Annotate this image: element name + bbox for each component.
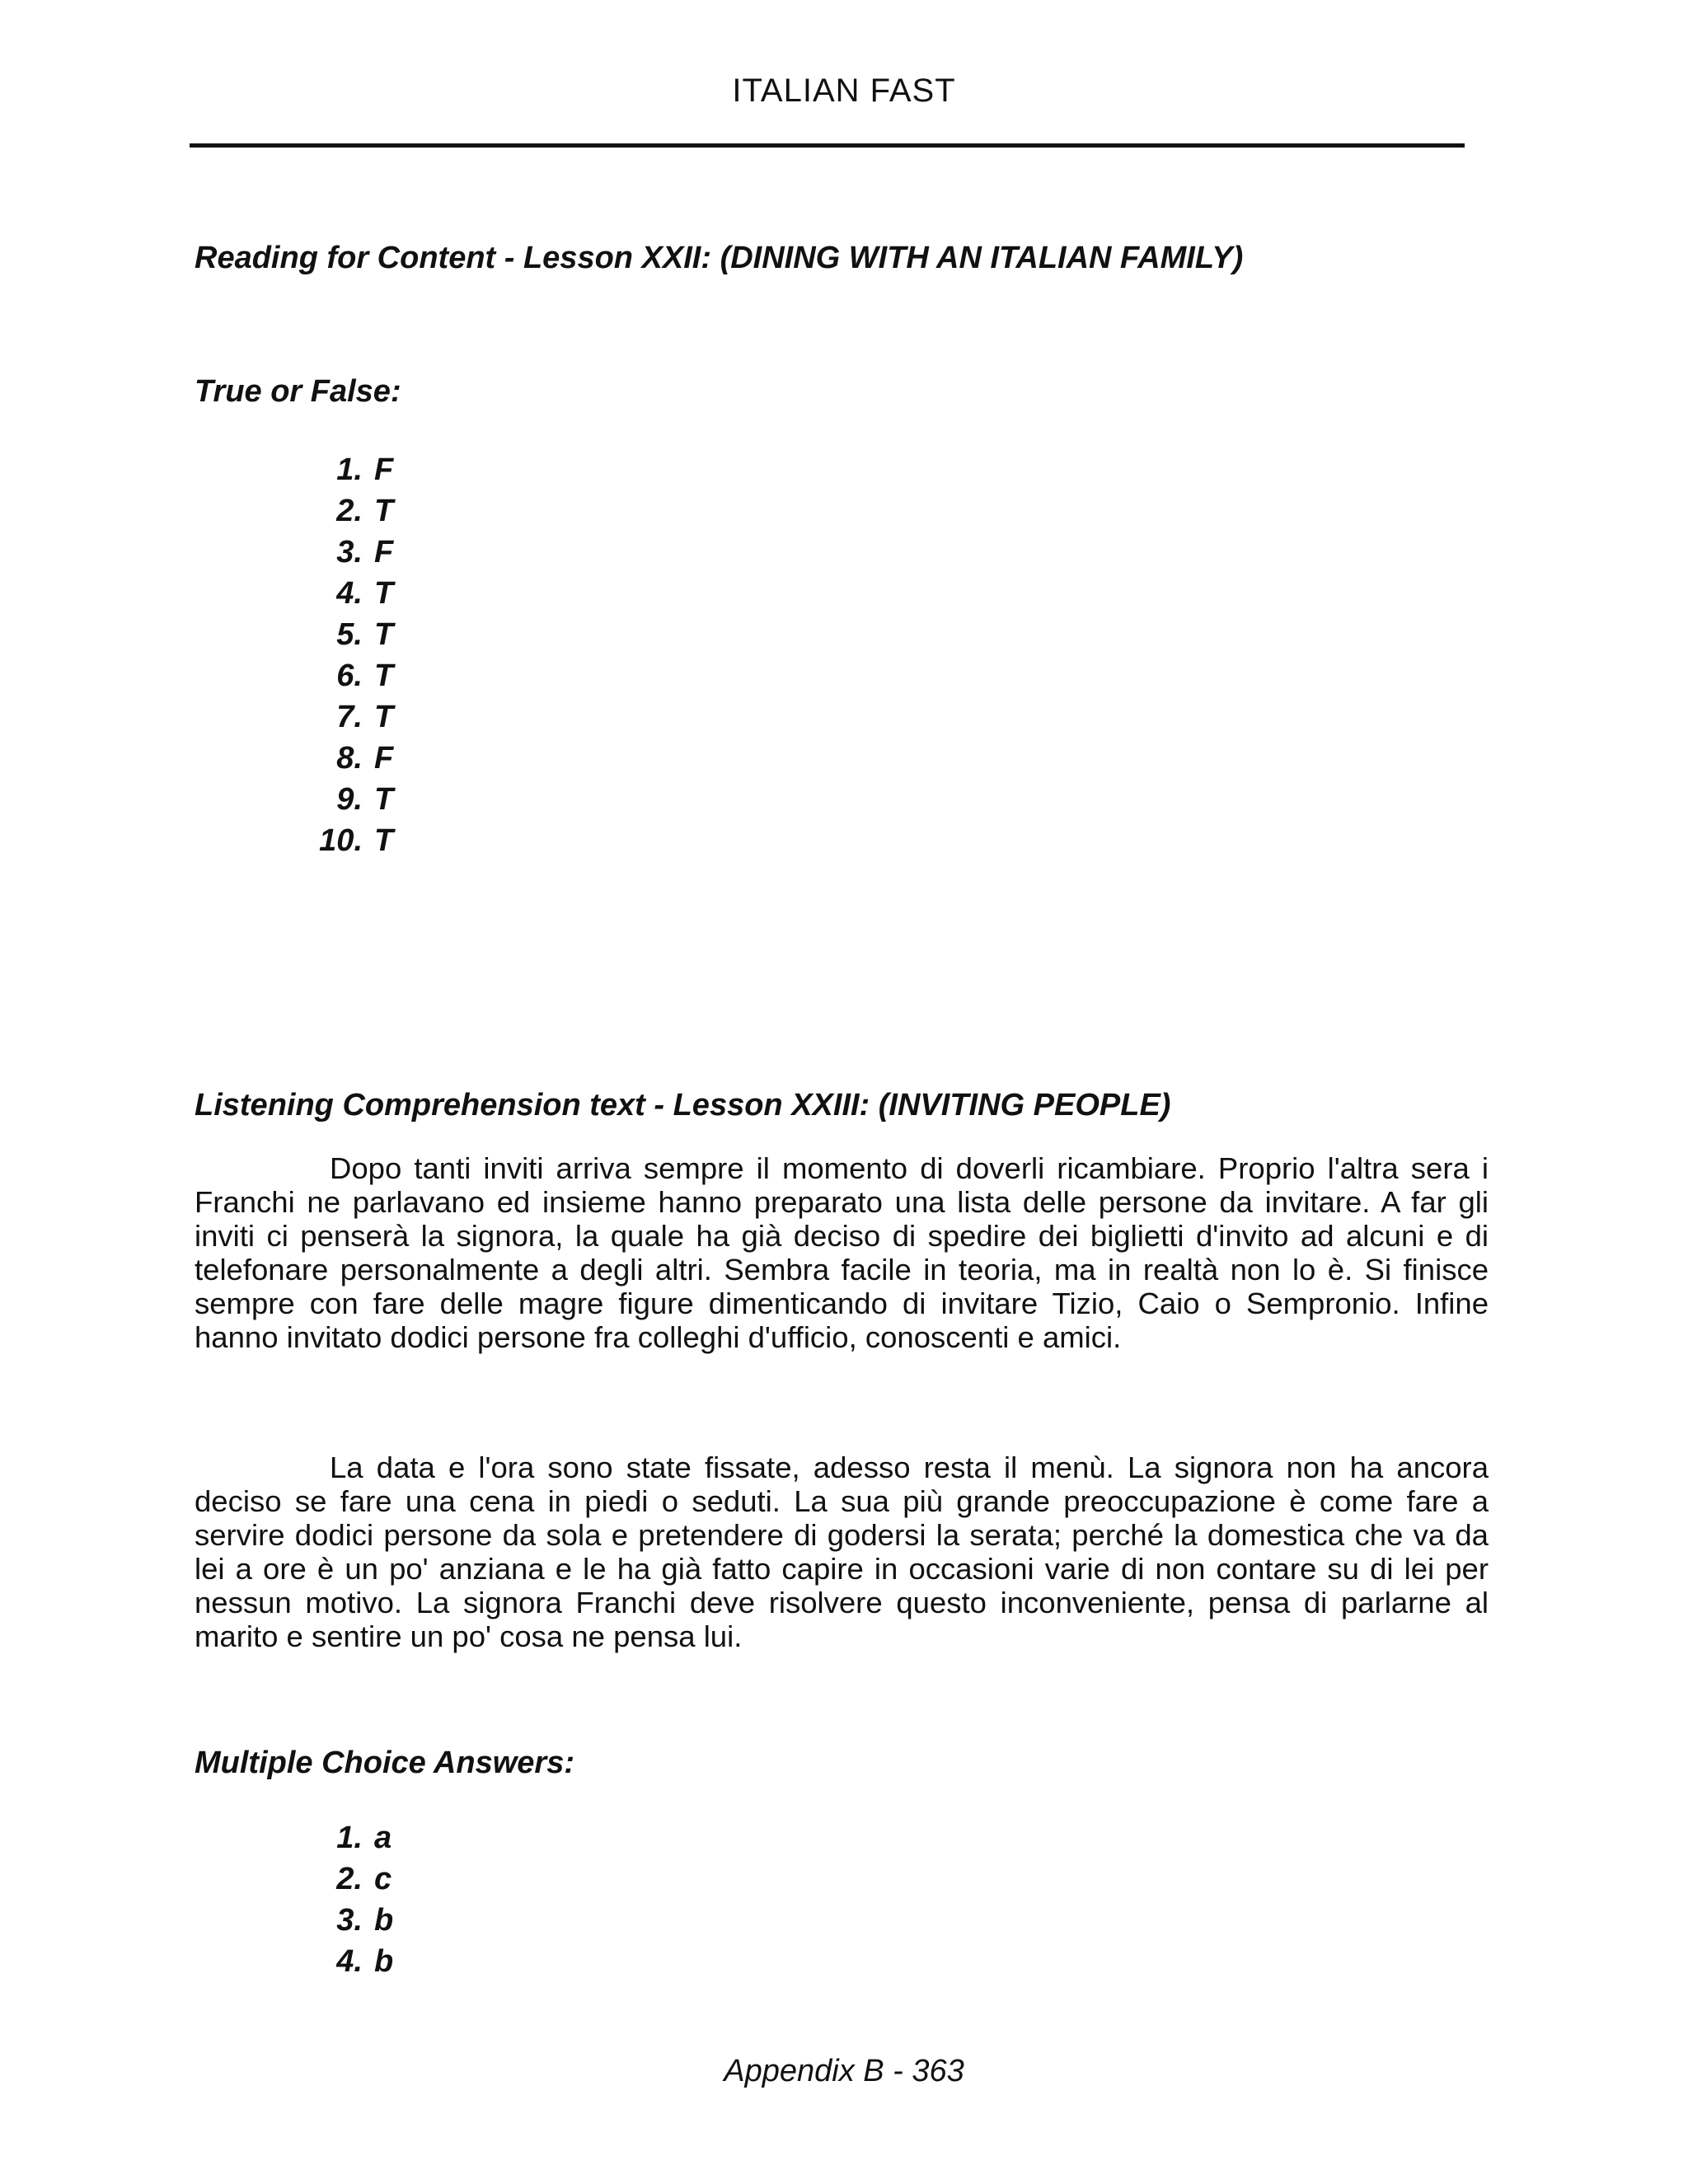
item-number: 7.	[336, 700, 363, 734]
item-number: 3.	[336, 535, 363, 569]
list-item	[297, 1817, 393, 1858]
item-number: 2.	[336, 494, 363, 528]
list-item	[297, 696, 393, 738]
true-false-title: True or False:	[195, 374, 401, 409]
answer-value: c	[374, 1862, 392, 1896]
answer-value: T	[374, 576, 394, 611]
list-item	[297, 573, 393, 614]
header-rule	[190, 143, 1465, 148]
item-number: 4.	[336, 1944, 363, 1979]
item-number: 10.	[319, 823, 363, 858]
list-item	[297, 532, 393, 573]
answer-value: b	[374, 1944, 394, 1979]
list-item	[297, 449, 393, 490]
multiple-choice-answer-list	[297, 1817, 393, 1982]
item-number: 2.	[336, 1862, 363, 1896]
item-number: 6.	[336, 658, 363, 693]
running-title: ITALIAN FAST	[732, 73, 956, 109]
answer-value: T	[374, 658, 394, 693]
item-number: 5.	[336, 617, 363, 652]
list-item	[297, 655, 393, 696]
list-item	[297, 779, 393, 820]
answer-value: T	[374, 617, 394, 652]
answer-value: T	[374, 782, 394, 817]
answer-value: b	[374, 1903, 394, 1938]
item-number: 4.	[336, 576, 363, 611]
item-number: 1.	[336, 452, 363, 487]
listening-paragraph-2: La data e l'ora sono state fissate, adesso resta il menù. La signora non ha ancora deciso se fare una cena in piedi o seduti. La sua più grande preoccupazione è come fare a servire dodici persone da sola e pretendere di godersi la serata; perché la domestica che va da lei a ore è un po' anziana e le ha già fatto capire in occasioni varie di non contare su di lei per nessun motivo. La signora Franchi deve risolvere questo inconveniente, pensa di parlarne al marito e sentire un po' cosa ne pensa lui.	[195, 1451, 1489, 1653]
list-item	[297, 1941, 393, 1982]
list-item	[297, 490, 393, 532]
answer-value: T	[374, 494, 394, 528]
listening-paragraph-1: Dopo tanti inviti arriva sempre il momento di doverli ricambiare. Proprio l'altra sera i Franchi ne parlavano ed insieme hanno preparato una lista delle persone da invitare. A far gli inviti ci penserà la signora, la quale ha già deciso di spedire dei biglietti d'invito ad alcuni e di telefonare personalmente a degli altri. Sembra facile in teoria, ma in realtà non lo è. Si finisce sempre con fare delle magre figure dimenticando di invitare Tizio, Caio o Sempronio. Infine hanno invitato dodici persone fra colleghi d'ufficio, conoscenti e amici.	[195, 1151, 1489, 1354]
answer-value: F	[374, 535, 394, 569]
list-item	[297, 614, 393, 655]
reading-section-title: Reading for Content - Lesson XXII: (DINING WITH AN ITALIAN FAMILY)	[195, 241, 1244, 275]
item-number: 8.	[336, 741, 363, 776]
multiple-choice-title: Multiple Choice Answers:	[195, 1746, 574, 1780]
item-number: 3.	[336, 1903, 363, 1938]
answer-value: T	[374, 823, 394, 858]
list-item	[297, 1858, 393, 1900]
answer-value: T	[374, 700, 394, 734]
list-item	[297, 738, 393, 779]
answer-value: F	[374, 741, 394, 776]
answer-value: F	[374, 452, 394, 487]
page-footer: Appendix B - 363	[724, 2054, 964, 2088]
item-number: 1.	[336, 1821, 363, 1855]
true-false-answer-list	[297, 449, 393, 861]
list-item	[297, 820, 393, 861]
list-item	[297, 1900, 393, 1941]
answer-value: a	[374, 1821, 392, 1855]
listening-section-title: Listening Comprehension text - Lesson XXIII: (INVITING PEOPLE)	[195, 1088, 1171, 1122]
item-number: 9.	[336, 782, 363, 817]
